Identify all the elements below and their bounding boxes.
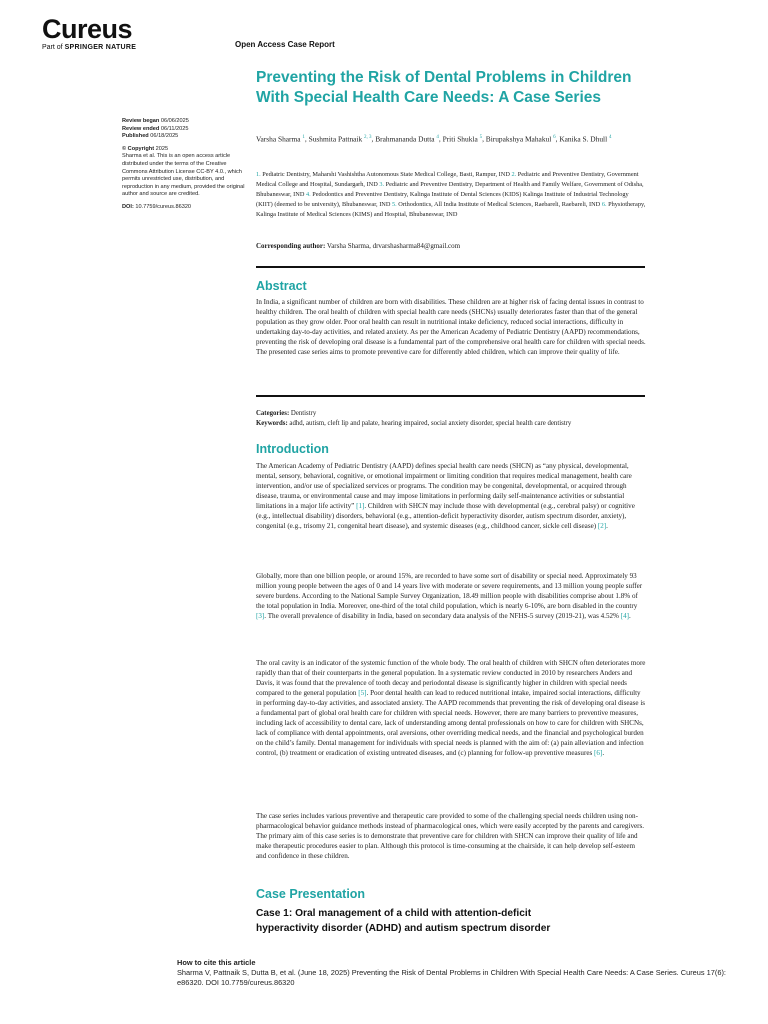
intro-paragraph-1 xyxy=(256,461,646,531)
review-began-date: 06/06/2025 xyxy=(160,118,189,124)
paragraph-text: . The overall prevalence of disability in India, based on secondary data analysis of the NFHS-5 survey (2019-21), was 4.52% xyxy=(264,612,621,620)
author-affiliation-marker[interactable]: 6 xyxy=(553,135,556,140)
citation-link[interactable]: [5] xyxy=(358,689,367,697)
affiliation-text: Pedodontics and Preventive Dentistry, Kalinga Institute of Dental Sciences (KIDS) Kalinga Institute of Industrial Technology (KIIT) (deemed to be university), Bhubaneswar, IND xyxy=(256,190,629,208)
published-label: Published xyxy=(122,133,149,140)
keywords xyxy=(256,419,646,429)
author-name: Varsha Sharma xyxy=(256,134,303,144)
affiliation-text: Pediatric and Preventive Dentistry, Government Medical College and Hospital, Sundargarh, IND xyxy=(256,171,639,188)
corresponding-text: Varsha Sharma, drvarshasharma84@gmail.com xyxy=(326,242,461,250)
article-title: Preventing the Risk of Dental Problems in Children With Special Health Care Needs: A Case Series xyxy=(256,69,632,106)
citation-link[interactable]: [1] xyxy=(356,502,365,510)
publisher-line xyxy=(42,44,136,51)
author-name: Sushmita Pattnaik xyxy=(308,134,365,144)
citation-link[interactable]: [4] xyxy=(620,612,629,620)
citation-footer xyxy=(177,958,747,988)
affiliation-number: 2. xyxy=(511,171,518,178)
license-text: Sharma et al. This is an open access article distributed under the terms of the Creative Commons Attribution License CC-BY 4.0., which permits unrestricted use, distribution, and reproduction in any medium, provided the original author and source are credited. xyxy=(122,153,245,198)
affiliation-text: Pediatric and Preventive Dentistry, Department of Health and Family Welfare, Government of Odisha, Bhubaneswar, IND xyxy=(256,180,644,198)
corresponding-label: Corresponding author: xyxy=(256,242,326,250)
document-type: Open Access Case Report xyxy=(235,40,335,49)
article-metadata-sidebar xyxy=(122,118,252,212)
intro-paragraph-2 xyxy=(256,571,646,621)
affiliation-number: 5. xyxy=(391,200,399,208)
publisher-prefix: Part of xyxy=(42,44,63,51)
affiliation-text: Orthodontics, All India Institute of Medical Sciences, Raebareli, Raebareli, IND xyxy=(398,200,602,208)
published xyxy=(122,133,252,141)
paragraph-text: . Poor dental health can lead to reduced nutritional intake, impaired social interactions, difficulty in performing day-to-day activities, and associated anxiety. The AAPD recommends that preventing the risk of developing oral disease is a fundamental part of global oral health care for children with special needs. However, there are many barriers to preventive measures, including lack of accessibility to dental care, lack of understanding among dental professionals on how to care for children with SHCNs, lack of compliance with dental appointments, oral aversions, other overriding medical needs, and the financial and psychological burden on the child’s family. Dental management for individuals with special needs is planned with the aim of: (a) pain alleviation and infection control, (b) treatment or eradication of existing untreated diseases, and (c) planning for follow-up preventive measures xyxy=(256,689,646,757)
doi-label: DOI: xyxy=(122,203,134,210)
case-1-heading: Case 1: Oral management of a child with attention-deficit hyperactivity disorder (ADHD) and autism spectrum disorder xyxy=(256,908,551,934)
review-began-label: Review began xyxy=(122,118,160,124)
case-presentation-heading: Case Presentation xyxy=(256,887,366,901)
author-name: Birupakshya Mahakul xyxy=(485,134,554,144)
publisher-name: SPRINGER NATURE xyxy=(64,44,137,51)
paragraph-text: The oral cavity is an indicator of the systemic function of the whole body. The oral health of children with SHCN often deteriorates more rapidly than that of their counterparts in the general population. In a systematic review conducted in 2010 by researchers Anders and Davis, it was found that the prevalence of tooth decay and periodontal disease is significantly higher in children with special needs compared to the general population xyxy=(256,659,646,697)
affiliation-number: 3. xyxy=(379,180,386,188)
affiliation-number: 4. xyxy=(305,190,313,198)
affiliation-text: Physiotherapy, Kalinga Institute of Medical Sciences (KIMS) and Hospital, Bhubaneswar, IND xyxy=(256,200,646,218)
paragraph-text: . Children with SHCN may include those with developmental (e.g., cerebral palsy) or cognitive (e.g., intellectual disability) disorders, behavioral (e.g., attention-deficit hyperactivity disorder, autism spectrum disorder, anxiety), congenital (e.g., trisomy 21, congenital heart disease), and systemic diseases (e.g., childhood cancer, sickle cell disease) xyxy=(256,502,635,530)
copyright xyxy=(122,146,252,154)
published-date: 06/18/2025 xyxy=(150,133,179,140)
corresponding-author xyxy=(256,241,646,251)
author-name: Priti Shukla xyxy=(442,134,480,144)
section-divider xyxy=(256,395,645,397)
author-affiliation-marker[interactable]: 1 xyxy=(302,135,305,140)
author-affiliation-marker[interactable]: 4 xyxy=(436,135,439,140)
citation-link[interactable]: [3] xyxy=(256,612,265,620)
author-name: Brahmananda Dutta xyxy=(375,134,437,144)
author-affiliation-marker[interactable]: 4 xyxy=(609,135,612,140)
affiliations xyxy=(256,170,646,220)
review-ended-label: Review ended xyxy=(122,125,160,132)
keywords-label: Keywords: xyxy=(256,420,288,427)
citation-text: Sharma V, Pattnaik S, Dutta B, et al. (June 18, 2025) Preventing the Risk of Dental Problems in Children With Special Health Care Needs: A Case Series. Cureus 17(6): e86320. DOI 10.7759/cureus.86320 xyxy=(177,968,726,987)
keywords-value: adhd, autism, cleft lip and palate, hearing impaired, social anxiety disorder, special health care dentistry xyxy=(289,420,572,427)
cureus-logo[interactable] xyxy=(42,14,136,51)
affiliation-text: Pediatric Dentistry, Maharshi Vashishtha Autonomous State Medical College, Basti, Rampur, IND xyxy=(262,171,512,178)
author-affiliation-marker[interactable]: 5 xyxy=(479,135,483,140)
paragraph-text: The American Academy of Pediatric Dentistry (AAPD) defines special health care needs (SHCN) as “any physical, developmental, mental, sensory, behavioral, cognitive, or emotional impairment or limiting condition that requires medical management, health care intervention, and/or use of specialized services or programs. The condition may be congenital, developmental, or acquired through disease, trauma, or environmental cause and may impose limitations in performing daily self-maintenance activities or substantial limitations in a major life activity” xyxy=(256,462,632,510)
review-ended xyxy=(122,126,252,134)
doi xyxy=(122,204,252,212)
citation-link[interactable]: [2] xyxy=(597,522,607,530)
paragraph-text: . xyxy=(602,749,605,757)
review-ended-date: 06/11/2025 xyxy=(160,125,189,132)
categories xyxy=(256,409,646,419)
abstract-heading: Abstract xyxy=(256,279,307,293)
intro-paragraph-4: The case series includes various preventive and therapeutic care provided to some of the challenging special needs children using non-pharmacological behavior guidance methods instead of pharmacological ones, which were easily accepted by the parents and caregivers. The primary aim of this case series is to demonstrate that preventive care for children with SHCN can improve their quality of life and make therapeutic procedures easier to plan. Although this protocol is time-consuming at the chairside, it can help develop self-esteem and confidence in these children. xyxy=(256,812,645,860)
doi-value[interactable]: 10.7759/cureus.86320 xyxy=(135,203,192,210)
paragraph-text: Globally, more than one billion people, or around 15%, are recorded to have some sort of disability or special need. Approximately 93 million young people between the ages of 0 and 14 years live with moderate or severe requirements, and 13 million young people suffer severe burdens. According to the National Sample Survey Organization, 18.49 million people with disabilities comprise about 1.8% of the total population in India. Moreover, one-third of the total child population, which is nearly 6-10%, are born disabled in the country xyxy=(256,572,643,610)
copyright-year: 2025 xyxy=(155,145,169,152)
abstract-text: In India, a significant number of children are born with disabilities. These children are at higher risk of facing dental issues in contrast to healthy children. The oral health of children with special health care needs (SHCNs) usually deteriorates faster than that of the general population as they grow older. Poor oral health can result in nutritional intake deficiency, reduced social interactions, difficulty in undertaking day-to-day activities, and related anxiety. As per the American Academy of Pediatric Dentistry (AAPD) recommendations, preventing the risk of developing oral disease is a fundamental part of the comprehensive oral health care for children with special needs. The presented case series aims to promote preventive care for differently abled children, which can improve their quality of life. xyxy=(256,298,646,356)
author-list: Varsha Sharma $^1$, Sushmita Pattnaik $^{2, 3}$, Brahmananda Dutta $^4$, Priti Shukla $^5$, Birupakshya Mahakul $^6$, Kanika S. Dhull $^4$ xyxy=(256,134,612,144)
citation-heading: How to cite this article xyxy=(177,958,256,967)
logo-wordmark: Cureus xyxy=(42,14,133,44)
affiliation-number: 6. xyxy=(601,200,609,208)
review-began xyxy=(122,118,252,126)
section-divider xyxy=(256,266,645,268)
affiliation-number: 1. xyxy=(256,171,263,178)
paragraph-text: . xyxy=(629,612,631,620)
categories-label: Categories: xyxy=(256,410,290,417)
copyright-label: © Copyright xyxy=(122,145,155,152)
paragraph-text: . xyxy=(606,522,608,530)
citation-link[interactable]: [6] xyxy=(594,749,603,757)
author-name: Kanika S. Dhull xyxy=(559,134,609,144)
intro-paragraph-3 xyxy=(256,658,646,758)
categories-value: Dentistry xyxy=(290,410,317,417)
introduction-heading: Introduction xyxy=(256,442,329,456)
categories-keywords xyxy=(256,409,646,429)
author-affiliation-marker[interactable]: 2, 3 xyxy=(364,135,372,140)
